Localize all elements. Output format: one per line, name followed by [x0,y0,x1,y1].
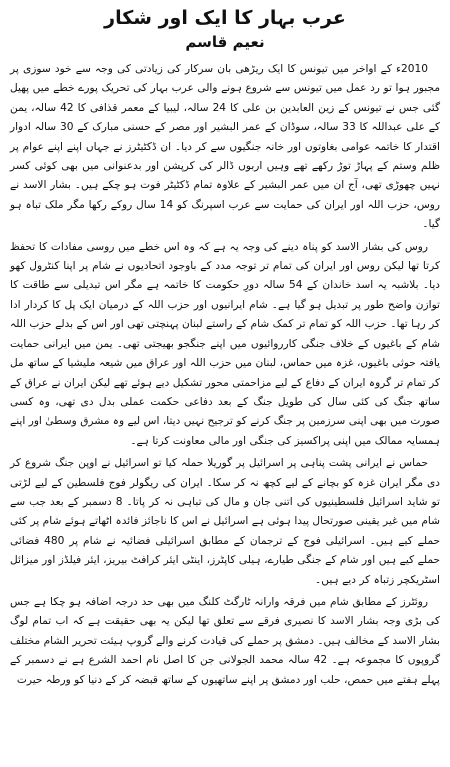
article-author: نعیم قاسم [185,33,265,51]
article-body [10,60,440,690]
article-paragraph: حماس نے ایرانی پشت پناہی پر اسرائیل پر گوریلا حملہ کیا تو اسرائیل نے اوپن جنگ شروع کر دی مگر ایران غزہ کو بچانے کے لیے کچھ نہ کر سکا۔ ایران کی ریگولر فوج فلسطین کے لیے لڑتی تو شاید اسرائیل فلسطینیوں کی اتنی جان و مال کی تباہی نہ کر پاتا۔ 8 دسمبر کے بعد جب سے شام میں غیر یقینی صورتحال پیدا ہوئی ہے اسرائیل نے اس کا ناجائز فائدہ اٹھاتے ہوئے شام پر کئی حملے کیے ہیں۔ اسرائیلی فوج کے ترجمان کے مطابق اسرائیلی فضائیہ نے شام پر 480 فضائی حملے کیے ہیں اور شام کے جنگی طیارے، ہیلی کاپٹرز، اینٹی ایئر کرافٹ بیریز، ایئر فیلڈز اور میزائل اسٹریکچر زتباہ کر دیے ہیں۔ [10,457,440,586]
article-paragraph: روس کی بشار الاسد کو پناہ دینے کی وجہ یہ ہے کہ وہ اس خطے میں روسی مفادات کا تحفظ کرتا تھا لیکن روس اور ایران کی تمام تر توجہ مدد کے باوجود اتحادیوں نے شام پر اپنا کنٹرول کھو دیا۔ بلاشبہ یہ اسد خاندان کے 54 سالہ دورِ حکومت کا خاتمہ ہے مگر اس تبدیلی سے طاقت کا توازن واضح طور پر تبدیل ہو گیا ہے۔ شام ایرانیوں اور حزب اللہ کے درمیان ایک پل کا کردار ادا کر رہا تھا۔ حزب اللہ کو تمام تر کمک شام کے راستے لبنان پہنچتی تھی اور اس کے بدلے حزب اللہ شام کے باغیوں کے خلاف جنگی کارروائیوں میں اپنے جنگجو بھیجتی تھی۔ یمن میں ایرانی حمایت یافتہ حوثی باغیوں، غزہ میں حماس، لبنان میں حزب اللہ اور عراق میں شیعہ ملیشیا کے ساتھ مل کر تمام تر گروہ ایران کے دفاع کے لیے مزاحمتی محور تشکیل دیے ہوئے تھے لیکن ایران نے عراق کے ساتھ جنگ کی کئی سال کی طویل جنگ کے بعد دفاعی حکمت عملی بدل دی تھی، وہ کسی صورت میں بھی اپنی سرزمین پر جنگ کرنے کو ترجیح نہیں دیتا، اس لیے وہ مشرق وسطیٰ اور اپنے ہمسایہ ممالک میں اپنی پراکسیز کی جنگی اور مالی معاونت کرتا ہے۔ [10,240,441,447]
article-title: عرب بہار کا ایک اور شکار [104,7,346,29]
article-paragraph: 2010ء کے اواخر میں تیونس کا ایک ریڑھی بان سرکار کی زیادتی کی وجہ سے خود سوزی پر مجبور ہوا تو رد عمل میں تیونس سے شروع ہونے والی عرب بہار کی تحریک پورے خطے میں پھیل گئی جس نے تیونس کے زین العابدین بن علی کا 24 سالہ، لیبیا کے معمر قذافی کا 42 سالہ، یمن کے علی عبداللہ کا 33 سالہ، سوڈان کے عمر البشیر اور مصر کے حسنی مبارک کے 30 سالہ ادوار اقتدار کا خاتمہ عوامی بغاوتوں اور خانہ جنگیوں سے کر دیا۔ ان ڈکٹیٹرز نے جہاں اپنے اپنے عوام پر ظلم وستم کے پہاڑ توڑ رکھے تھے وہیں اربوں ڈالر کی کرپشن اور بدعنوانی میں بھی کوئی کسر نہیں چھوڑی تھی، آج ان میں عمر البشیر کے علاوہ تمام ڈکٹیٹر فوت ہو چکے ہیں۔ بشار الاسد نے روس، حزب اللہ اور ایران کی حمایت سے عرب اسپرنگ کو 14 سال روکے رکھا مگر ملک تباہ ہو گیا۔ [10,63,441,231]
article-paragraph: روئٹرز کے مطابق شام میں فرقہ وارانہ ٹارگٹ کلنگ میں بھی حد درجہ اضافہ ہو چکا ہے جس کی بڑی وجہ بشار الاسد کا نصیری فرقے سے تعلق تھا لیکن یہ بھی حقیقت ہے کہ اب تمام لوگ بشار الاسد کے مخالف ہیں۔ دمشق پر حملے کی قیادت کرنے والے گروپ ہیئت تحریر الشام مختلف گروپوں کا مجموعہ ہے۔ 42 سالہ محمد الجولانی جن کا اصل نام احمد الشرع ہے نے دسمبر کے پہلے ہفتے میں حمص، حلب اور دمشق پر اپنے ساتھیوں کے ساتھ قبضہ کر کے دنیا کو ورطہ حیرت [10,595,440,686]
